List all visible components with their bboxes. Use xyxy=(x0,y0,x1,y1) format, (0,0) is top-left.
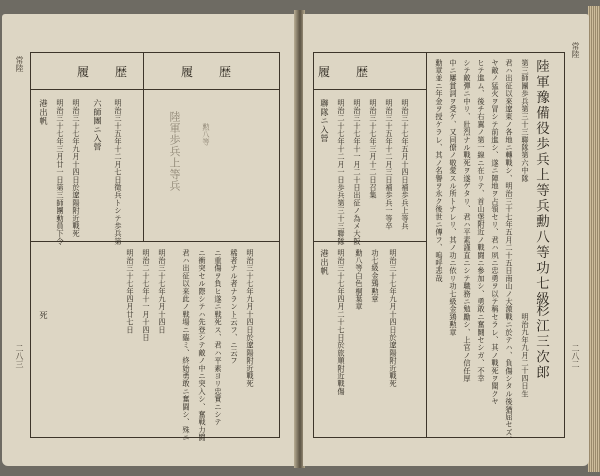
left-history-line: 港出帆 xyxy=(39,99,49,126)
left-side-label: 常陸 xyxy=(15,56,24,72)
right-history-line: 明治三十七年十一月二十日出征ノ為メ大阪 xyxy=(353,99,362,246)
right-history-line: 明治三十五年十二月三日補歩兵一等卒 xyxy=(385,99,394,230)
right-narrative-line: 中ニ屢賞詞ヲ受ケ、又同僚ノ敬愛スル所トナレリ、其ノ功ニ依リ功七級金鵄勲章 xyxy=(449,59,458,337)
right-history-line: 明治三十七年三月十二日召集 xyxy=(369,99,378,200)
left-narrative-line: ニ重傷ヲ負ヒ遂ニ戦死ス、君ハ平素ヨリ忠實ニシテ xyxy=(214,249,223,427)
record-name: 杉江三次郎 xyxy=(533,303,549,381)
right-narrative-line: ヒテ進ム、後チ右翼ノ第一線ニ在リテ、首山堡附近ノ戰闘ニ參加シ、勇敢ニ奮鬪セシガ、不幸 xyxy=(477,59,486,383)
left-header-row xyxy=(31,53,279,90)
right-page xyxy=(303,14,589,466)
right-decor-line: 勳八等白色桐葉章 xyxy=(355,249,364,311)
right-narrative-line: シテ敵彈ニ中リ、壯烈ナル戰死ヲ遂ゲタリ、君ハ平素謹直ニシテ職務ニ勉勵シ、上官ノ信任厚 xyxy=(463,59,472,383)
right-mid-rule xyxy=(314,241,426,242)
left-page-number: 二八三 xyxy=(15,344,24,368)
left-header-label-b: 履歴 xyxy=(181,65,258,79)
right-history-line: 聯隊ニ入營 xyxy=(320,99,330,143)
left-narrative-line: ニ衝突セル際シテハ先登シテ敵ノ中ニ突入シ、奮戦力闘 xyxy=(198,249,207,442)
unit-line: 第三師團歩兵第三十三聯隊第六中隊 xyxy=(521,59,530,183)
left-divider xyxy=(143,53,144,241)
left-narrative-line: 君ハ出征以来此ノ戦場ニ臨ミ、終始勇敢ニ奮闘シ、殊ニ xyxy=(182,249,191,442)
left-history-line: 明治三十七年九月十四日於遼陽附近戰死 xyxy=(72,99,81,238)
right-history-line: 明治三十七年五月十四日補歩兵上等兵 xyxy=(401,99,410,230)
left-date-line: 明治二十七年十一月十四日 xyxy=(142,249,151,342)
right-history-line: 明治二十七年十二月一日歩兵第三十三聯隊 xyxy=(337,99,346,246)
left-faint-name: 陸軍歩兵上等兵 xyxy=(168,111,181,192)
right-header-label-a: 履歴 xyxy=(318,65,395,79)
right-narrative-line: 勳章並ニ年金ヲ授ケラレ、其ノ名譽ヲ永ク後世ニ傳フ、嗚呼悲哉 xyxy=(435,59,444,283)
left-history-line: 明治三十七年三月廿一日第三師團動員下令 xyxy=(56,99,65,246)
record-title: 陸軍豫備役歩兵上等兵勳八等功七級 xyxy=(533,59,549,307)
right-side-label: 常陸 xyxy=(571,42,580,58)
right-narrative-line: ヤ敵ノ猛火ヲ冒シテ前進シ、遂ニ陣地ヲ占領セリ、君ハ夙ニ忠勇ヲ以テ稱セラレ、其ノ戰死ヲ聞クヤ xyxy=(491,59,500,406)
right-history-line: 明治三十七年四月二十七日於旅順附近戰傷 xyxy=(337,249,346,396)
right-main-divider xyxy=(426,53,427,437)
left-history-line: 六師團ニ入營 xyxy=(93,99,103,152)
left-frame xyxy=(30,52,280,442)
left-header-label-a: 履歴 xyxy=(77,65,154,79)
right-page-number: 二八二 xyxy=(571,344,580,368)
right-header-row xyxy=(314,53,426,90)
left-date-line: 明治三十七年九月十四日 xyxy=(158,249,167,334)
left-date-line: 明治三十七年四月廿七日 xyxy=(126,249,135,334)
left-mid-rule xyxy=(31,241,279,242)
right-frame xyxy=(313,52,565,444)
right-decor-line: 功七級金鵄勲章 xyxy=(371,249,380,303)
left-history-line: 死 xyxy=(39,311,49,320)
left-page xyxy=(2,14,296,466)
left-history-line: 明治三十五年十二月七日徵兵トシテ歩兵第 xyxy=(114,99,123,246)
birth-date: 明治九年九月二十四日生 xyxy=(521,313,530,398)
left-narrative-line: 明治三十七年九月十四日於遼陽附近戰死 xyxy=(246,249,255,388)
left-faint-sub: 勲八等 xyxy=(202,123,211,147)
left-narrative-line: 稀者ナル者ナラント云フ、ニ云フ xyxy=(230,249,239,365)
right-decor-line: 明治三十七年九月十四日於遼陽附近戰死 xyxy=(389,249,398,388)
right-history-line: 港出帆 xyxy=(320,249,330,276)
right-narrative-line: 君ハ出征以來遼東ノ各地ニ轉戰シ、明治三十七年五月二十五日南山ノ大激戰ニ於テハ、負傷シタル後猶屈セズ、 xyxy=(505,59,514,444)
page-edges xyxy=(588,6,600,472)
